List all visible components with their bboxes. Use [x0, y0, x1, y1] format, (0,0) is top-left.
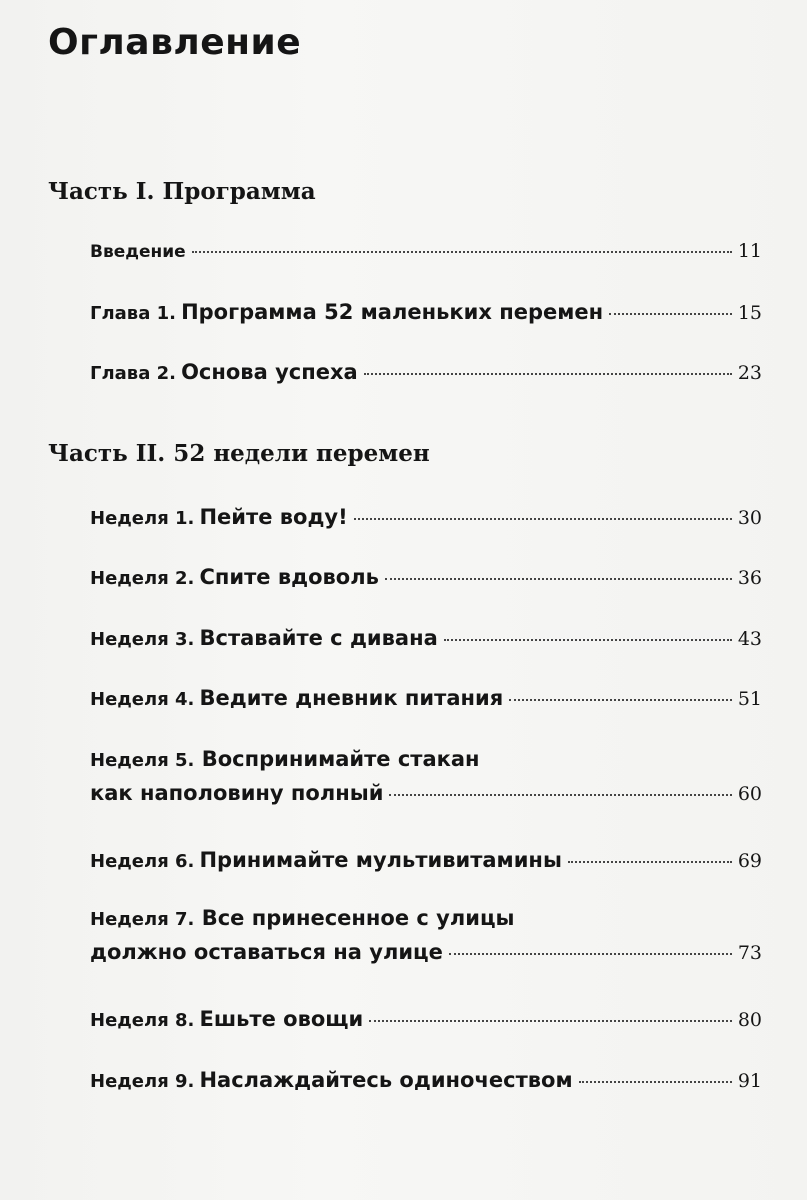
toc-entry-week-4[interactable]	[90, 686, 762, 710]
entry-prefix: Неделя 6.	[90, 851, 195, 872]
page-number: 23	[737, 362, 762, 384]
page-number: 73	[737, 942, 762, 964]
toc-entry-week-7[interactable]	[90, 906, 762, 964]
entry-prefix: Неделя 2.	[90, 568, 195, 589]
page-number: 36	[737, 567, 762, 589]
entry-prefix: Неделя 3.	[90, 629, 195, 650]
dot-leader	[509, 699, 732, 701]
dot-leader	[192, 251, 732, 253]
toc-entry-chapter-2[interactable]	[90, 360, 762, 384]
entry-prefix: Неделя 5.	[90, 750, 195, 771]
dot-leader	[568, 861, 732, 863]
entry-title-line-1: Воспринимайте стакан	[201, 747, 480, 771]
part-2-title: Часть II. 52 недели перемен	[48, 440, 430, 467]
toc-entry-week-1[interactable]	[90, 505, 762, 529]
page-number: 91	[737, 1070, 762, 1092]
toc-entry-introduction[interactable]	[90, 240, 762, 262]
entry-title-line-2: должно оставаться на улице	[90, 940, 443, 964]
dot-leader	[579, 1081, 732, 1083]
dot-leader	[449, 953, 732, 955]
entry-prefix: Неделя 7.	[90, 909, 195, 930]
page-number: 51	[737, 688, 762, 710]
entry-prefix: Неделя 1.	[90, 508, 195, 529]
entry-prefix: Неделя 9.	[90, 1071, 195, 1092]
part-1-title: Часть I. Программа	[48, 178, 316, 205]
dot-leader	[389, 794, 731, 796]
page-number: 80	[737, 1009, 762, 1031]
entry-prefix: Неделя 8.	[90, 1010, 195, 1031]
entry-title: Основа успеха	[181, 360, 358, 384]
toc-entry-week-2[interactable]	[90, 565, 762, 589]
entry-title: Пейте воду!	[199, 505, 348, 529]
entry-title: Ешьте овощи	[199, 1007, 364, 1031]
entry-title: Введение	[90, 242, 186, 262]
page-number: 11	[737, 240, 762, 262]
toc-entry-week-8[interactable]	[90, 1007, 762, 1031]
dot-leader	[444, 639, 732, 641]
entry-prefix: Глава 1.	[90, 303, 176, 324]
toc-entry-week-5[interactable]	[90, 747, 762, 805]
dot-leader	[609, 313, 732, 315]
toc-entry-week-3[interactable]	[90, 626, 762, 650]
entry-title: Программа 52 маленьких перемен	[181, 300, 604, 324]
page-number: 15	[737, 302, 762, 324]
entry-title: Принимайте мультивитамины	[199, 848, 562, 872]
toc-entry-week-6[interactable]	[90, 848, 762, 872]
entry-title: Вставайте с дивана	[199, 626, 438, 650]
page-number: 69	[737, 850, 762, 872]
entry-title: Ведите дневник питания	[199, 686, 504, 710]
dot-leader	[369, 1020, 732, 1022]
entry-title: Спите вдоволь	[199, 565, 379, 589]
page-number: 60	[737, 783, 762, 805]
entry-title: Наслаждайтесь одиночеством	[199, 1068, 573, 1092]
toc-entry-week-9[interactable]	[90, 1068, 762, 1092]
page-title: Оглавление	[48, 22, 302, 63]
dot-leader	[385, 578, 732, 580]
entry-prefix: Глава 2.	[90, 363, 176, 384]
entry-prefix: Неделя 4.	[90, 689, 195, 710]
dot-leader	[364, 373, 732, 375]
entry-title-line-2: как наполовину полный	[90, 781, 384, 805]
toc-entry-chapter-1[interactable]	[90, 300, 762, 324]
page-number: 43	[737, 628, 762, 650]
dot-leader	[354, 518, 732, 520]
entry-title-line-1: Все принесенное с улицы	[201, 906, 515, 930]
page-number: 30	[737, 507, 762, 529]
